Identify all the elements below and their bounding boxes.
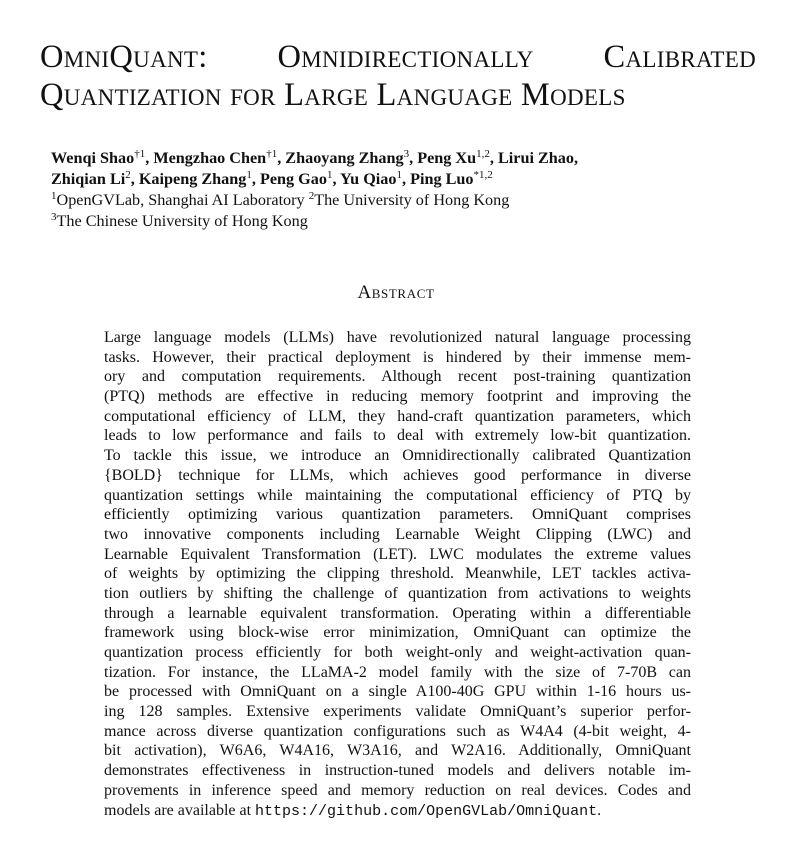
abstract-line: (PTQ) methods are effective in reducing memory footprint and improving the xyxy=(104,388,691,406)
abstract-line: ing 128 samples. Extensive experiments validate OmniQuant’s superior perfor- xyxy=(104,703,691,721)
author-name: , Peng Gao xyxy=(251,170,327,188)
abstract-line: quantization settings while maintaining the computational efficiency of PTQ by xyxy=(104,486,691,504)
abstract-line: through a learnable equivalent transformation. Operating within a differentiable xyxy=(104,604,691,622)
affiliation: The Chinese University of Hong Kong xyxy=(56,212,308,230)
code-url[interactable]: https://github.com/OpenGVLab/OmniQuant xyxy=(255,802,598,820)
affiliation-line-2 xyxy=(51,211,751,232)
abstract-line: quantization process efficiently for both weight-only and weight-activation quan- xyxy=(104,644,691,661)
affiliation-superscript: 1 xyxy=(51,190,57,202)
author-name: , Lirui Zhao, xyxy=(489,149,579,167)
affiliation: The University of Hong Kong xyxy=(314,191,510,209)
abstract-line: efficiently optimizing various quantization parameters. OmniQuant comprises xyxy=(104,506,691,524)
affiliation: OpenGVLab, Shanghai AI Laboratory xyxy=(56,191,309,209)
author-name: Wenqi Shao xyxy=(51,149,135,167)
affiliation-superscript: 3 xyxy=(51,211,57,223)
author-name: , Peng Xu xyxy=(409,149,477,167)
abstract-line: To tackle this issue, we introduce an Omnidirectionally calibrated Quantization xyxy=(104,447,691,465)
abstract-line: provements in inference speed and memory reduction on real devices. Codes and xyxy=(104,781,691,799)
author-block xyxy=(51,148,751,232)
author-name: , Ping Luo xyxy=(401,170,474,188)
abstract-line: Learnable Equivalent Transformation (LET). LWC modulates the extreme values xyxy=(104,545,691,563)
author-name: , Mengzhao Chen xyxy=(145,149,267,167)
author-superscript: †1 xyxy=(266,148,278,160)
paper-title xyxy=(40,38,770,114)
author-name: , Yu Qiao xyxy=(332,170,397,188)
author-superscript: 1,2 xyxy=(476,148,490,160)
abstract-line: of weights by optimizing the clipping threshold. Meanwhile, LET tackles activa- xyxy=(104,565,691,583)
abstract-line: demonstrates effectiveness in instruction-tuned models and delivers notable im- xyxy=(104,762,691,780)
abstract-body xyxy=(104,328,691,820)
author-name: , Kaipeng Zhang xyxy=(130,170,247,188)
author-name: Zhiqian Li xyxy=(51,170,126,188)
abstract-line: ory and computation requirements. Although recent post-training quantization xyxy=(104,368,691,386)
author-superscript: *1,2 xyxy=(473,169,493,181)
author-name: , Zhaoyang Zhang xyxy=(277,149,404,167)
abstract-line: {BOLD} technique for LLMs, which achieves good performance in diverse xyxy=(104,466,691,484)
abstract-line: leads to low performance and fails to deal with extremely low-bit quantization. xyxy=(104,427,691,445)
authors-line-2 xyxy=(51,169,751,190)
abstract-line: tization. For instance, the LLaMA-2 model family with the size of 7-70B can xyxy=(104,663,691,681)
abstract-line: bit activation), W6A6, W4A16, W3A16, and W2A16. Additionally, OmniQuant xyxy=(104,742,691,760)
affiliation-superscript: 2 xyxy=(308,190,315,202)
abstract-line: tion outliers by shifting the challenge of quantization from activations to weights xyxy=(104,584,691,602)
abstract-heading: Abstract xyxy=(357,282,435,303)
abstract-line: models are available at https://github.com/OpenGVLab/OmniQuant. xyxy=(104,801,602,820)
author-superscript: 2 xyxy=(125,169,131,181)
title-word-calibrated: Calibrated xyxy=(603,39,756,75)
abstract-line: tasks. However, their practical deployment is hindered by their immense mem- xyxy=(104,348,691,366)
affiliation-line-1 xyxy=(51,190,751,211)
abstract-line: computational efficiency of LLM, they hand-craft quantization parameters, which xyxy=(104,407,691,425)
title-line-2: Quantization for Large Language Models xyxy=(40,77,626,113)
abstract-line: framework using block-wise error minimization, OmniQuant can optimize the xyxy=(104,624,691,642)
author-superscript: 1 xyxy=(326,169,333,181)
author-superscript: 3 xyxy=(403,148,410,160)
title-line-1 xyxy=(40,38,756,76)
authors-line-1 xyxy=(51,148,751,169)
title-word-omniquant: OmniQuant: xyxy=(40,39,208,75)
abstract-line: Large language models (LLMs) have revolutionized natural language processing xyxy=(104,329,691,346)
abstract-line: mance across diverse quantization configurations such as W4A4 (4-bit weight, 4- xyxy=(104,722,691,740)
abstract-line: two innovative components including Learnable Weight Clipping (LWC) and xyxy=(104,525,691,543)
author-superscript: 1 xyxy=(246,169,252,181)
author-superscript: †1 xyxy=(134,148,146,160)
abstract-line: be processed with OmniQuant on a single A100-40G GPU within 1-16 hours us- xyxy=(104,683,691,701)
author-superscript: 1 xyxy=(396,169,402,181)
title-word-omnidirectionally: Omnidirectionally xyxy=(277,39,534,75)
